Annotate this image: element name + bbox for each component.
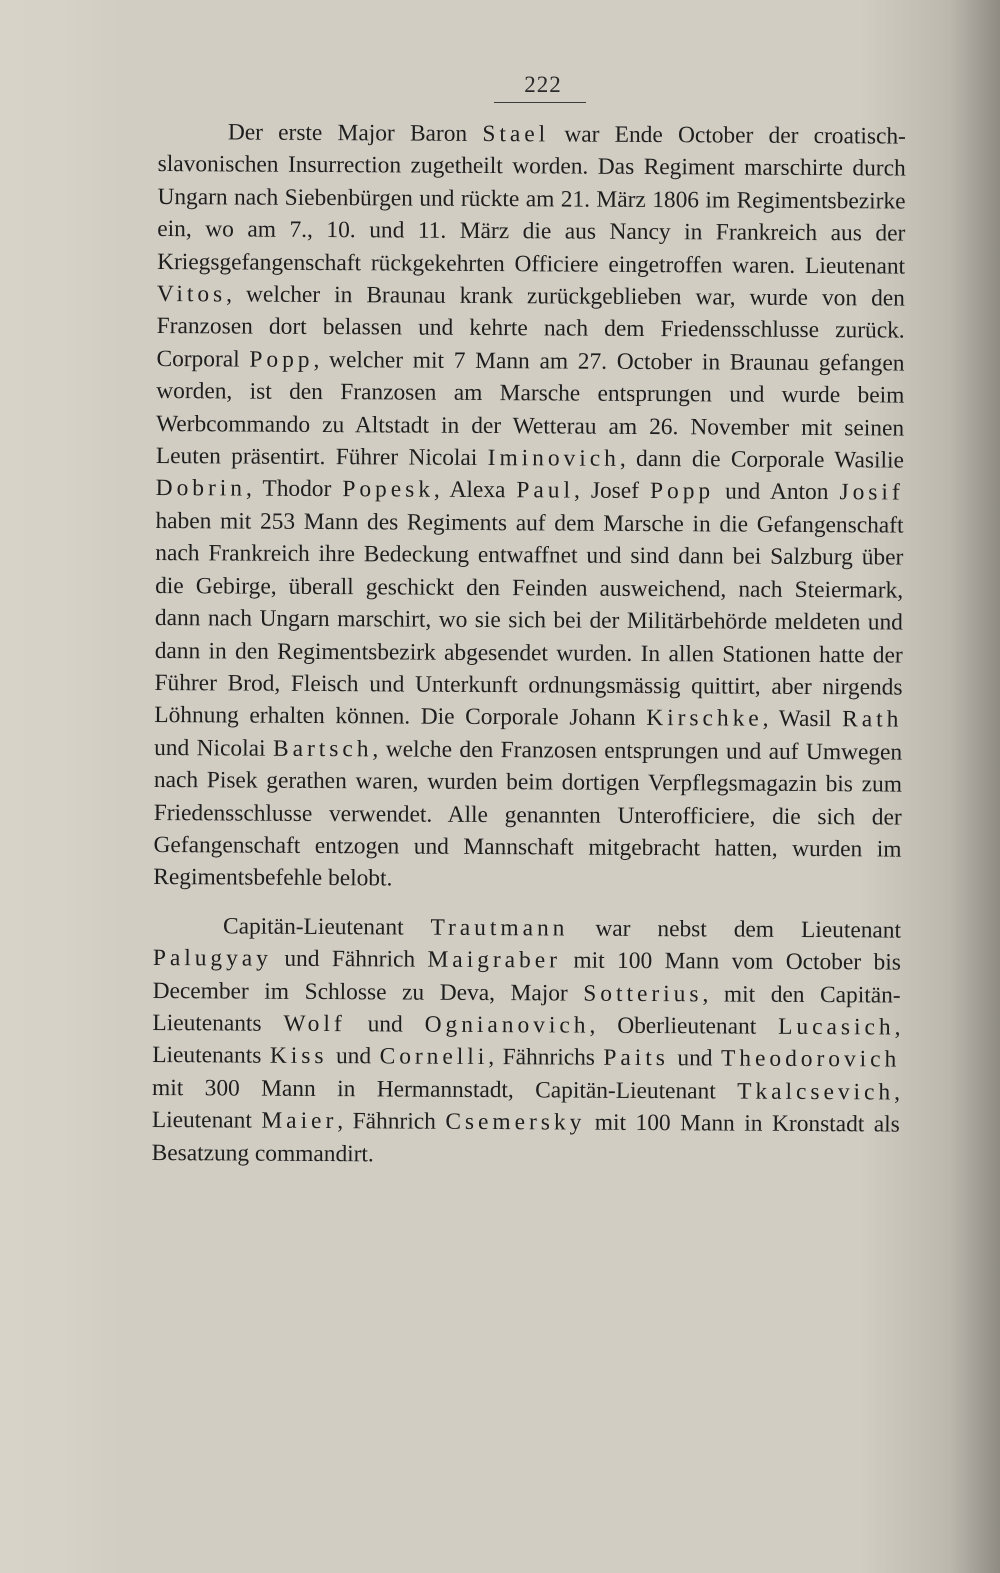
spaced-name: Wolf <box>283 1010 346 1038</box>
text-run: und Nicolai <box>154 734 274 762</box>
spaced-name: Cornelli <box>379 1043 489 1071</box>
text-run: , welcher in Braunau krank zurückgeblieben war, wurde von den Franzosen dort belassen und kehrte nach dem Friedensschlusse zurück. Corporal <box>156 281 905 373</box>
spaced-name: Dobrin <box>155 475 247 503</box>
text-run: , Oberlieutenant <box>589 1012 779 1040</box>
spaced-name: Popp <box>249 346 314 373</box>
text-run: , Lieutenant <box>151 1079 901 1134</box>
text-run: , mit den Capitän-Lieutenants <box>152 980 901 1037</box>
paragraph <box>153 116 906 898</box>
text-run: mit 100 Mann in Kronstadt als Besatzung commandirt. <box>151 1109 900 1167</box>
spaced-name: Popp <box>649 478 715 505</box>
text-run: , Lieutenants <box>152 1014 901 1070</box>
page-number-rule <box>494 102 586 103</box>
text-run: , welcher mit 7 Mann am 27. October in Braunau gefangen worden, ist den Franzosen am Marsche entsprungen und wurde beim Werbcommando zu Altstadt in der Wetterau am 26. November mit seinen Leuten präsentirt. Führer Nicolai <box>155 346 905 472</box>
spaced-name: Paul <box>516 477 575 505</box>
text-run: und Fähnrich <box>271 945 428 973</box>
text-run: und <box>327 1043 380 1070</box>
spaced-name: Theodorovich <box>720 1045 901 1073</box>
spaced-name: Vitos <box>156 281 227 308</box>
spaced-name: Palugyay <box>152 945 272 972</box>
text-run: mit 300 Mann in Hermannstadt, Capitän-Lieutenant <box>151 1074 738 1105</box>
paragraph <box>152 910 902 1174</box>
text-run: , dann die Corporale Wasilie <box>619 445 904 474</box>
spaced-name: Csemersky <box>445 1108 586 1136</box>
text-run: , Josef <box>573 478 651 505</box>
text-run: , Fähnrichs <box>488 1044 604 1072</box>
spaced-name: Ognianovich <box>424 1011 590 1039</box>
spaced-name: Lucasich <box>778 1013 895 1041</box>
text-run: war Ende October der croatisch-slavonischen Insurrection zugetheilt worden. Das Regiment marschirte durch Ungarn nach Siebenbürgen und rückte am 21. März 1806 im Regimentsbezirke ein, wo am 7., 10. und 11. März die aus Nancy in Frankreich aus der Kriegsgefangenschaft rückgekehrten Officiere eingetroffen waren. Lieutenant <box>157 121 906 280</box>
spaced-name: Rath <box>842 706 903 733</box>
spaced-name: Bartsch <box>272 735 373 763</box>
spaced-name: Trautmann <box>430 914 569 942</box>
text-run: haben mit 253 Mann des Regiments auf dem Marsche in die Gefangenschaft nach Frankreich ihre Bedeckung entwaffnet und sind dann bei Salzburg über die Gebirge, überall geschickt den Feinden ausweichend, nach Steiermark, dann nach Ungarn marschirt, wo sie sich bei der Militärbehörde meldeten und dann in den Regimentsbezirk abgesendet wurden. In allen Stationen hatte der Führer Brod, Fleisch und Unterkunft ordnungsmässig quittirt, aber nirgends Löhnung erhalten können. Die Corporale Johann <box>154 507 904 732</box>
spaced-name: Josif <box>839 479 904 507</box>
spaced-name: Paits <box>603 1045 670 1072</box>
page-number: 222 <box>524 72 562 97</box>
spaced-name: Maier <box>261 1107 338 1135</box>
spaced-name: Stael <box>482 120 550 148</box>
body-text <box>152 116 906 1174</box>
spaced-name: Iminovich <box>487 445 620 472</box>
text-run: , Wasil <box>762 706 843 733</box>
spaced-name: Popesk <box>342 476 435 504</box>
text-run: war nebst dem Lieutenant <box>568 915 902 944</box>
spaced-name: Sotterius <box>583 980 703 1007</box>
text-run: und <box>668 1045 722 1072</box>
text-run: , welche den Franzosen entsprungen und auf Umwegen nach Pisek gerathen waren, wurden beim dortigen Verpflegsmagazin bis zum Friedensschlusse verwendet. Alle genannten Unterofficiere, die sich der Gefangenschaft entzogen und Mannschaft mitgebracht hatten, wurden im Regimentsbefehle belobt. <box>153 736 903 892</box>
text-run: und <box>345 1011 425 1038</box>
spaced-name: Kirschke <box>646 705 763 733</box>
text-run: Der erste Major Baron <box>227 119 483 147</box>
text-run: , Thodor <box>245 476 343 503</box>
text-run: , Alexa <box>433 477 517 504</box>
text-run: , Fähnrich <box>337 1108 446 1135</box>
spaced-name: Maigraber <box>427 946 562 974</box>
text-run: mit 100 Mann vom October bis December im Schlosse zu Deva, Major <box>152 947 901 1007</box>
text-run: Capitän-Lieutenant <box>222 913 431 941</box>
spaced-name: Tkalcsevich <box>737 1078 895 1106</box>
text-run: und Anton <box>714 478 840 506</box>
spaced-name: Kiss <box>269 1043 328 1070</box>
